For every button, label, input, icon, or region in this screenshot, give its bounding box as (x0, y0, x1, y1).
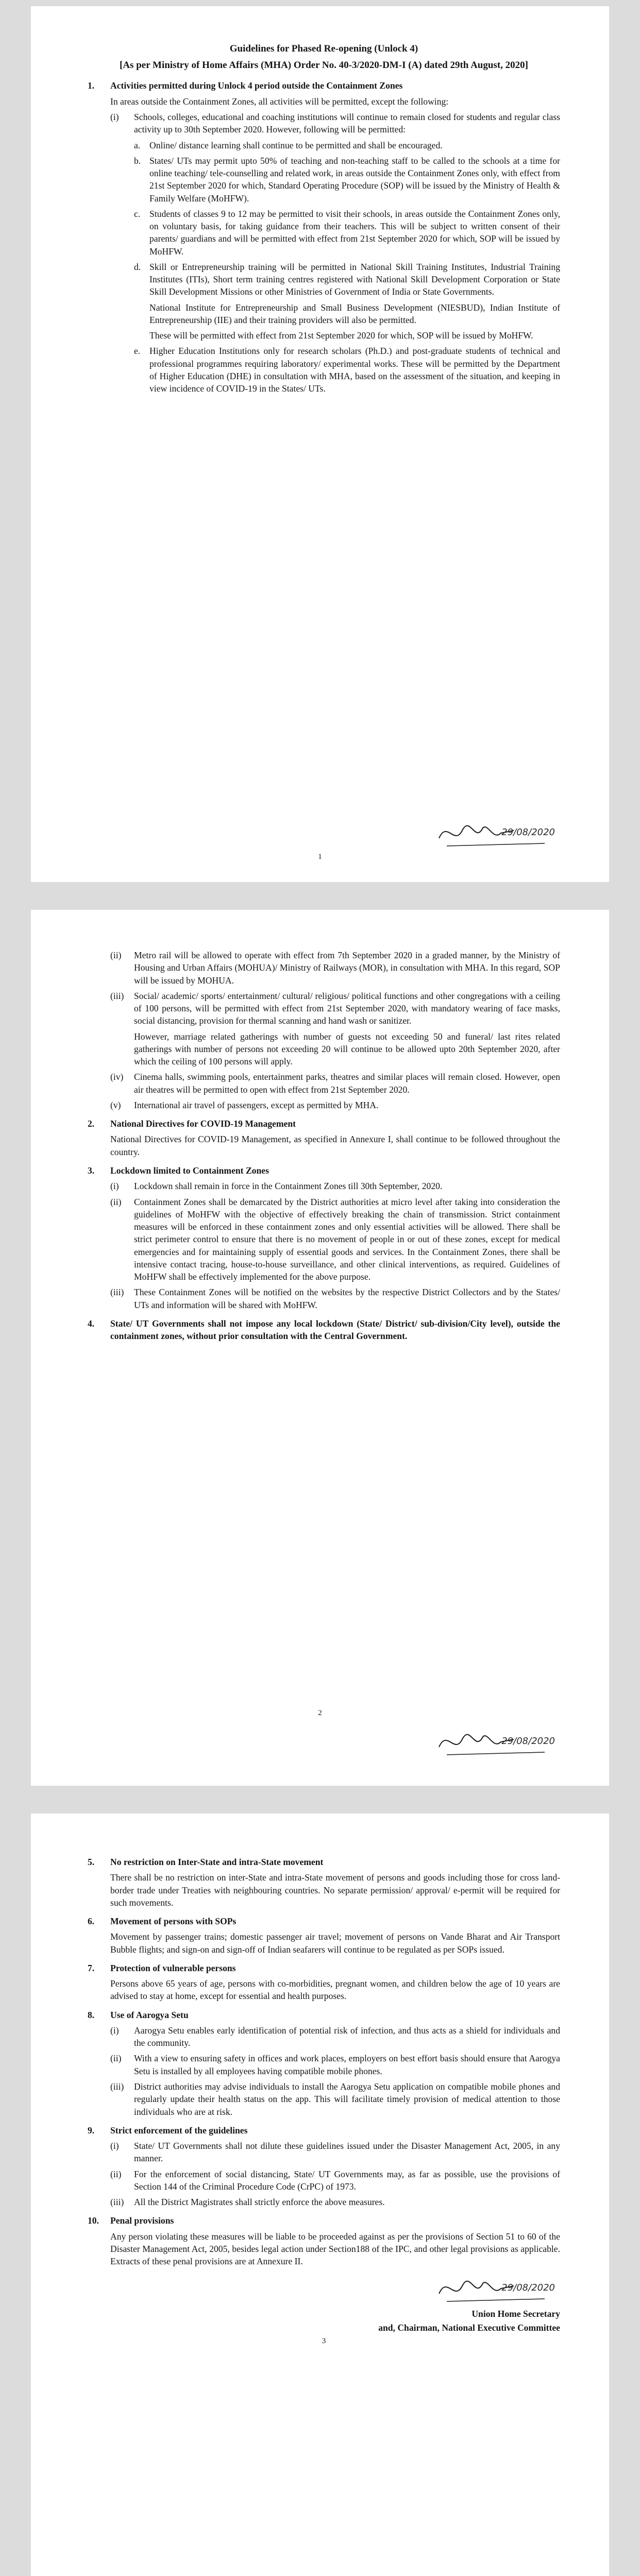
clause-1-v: (v) International air travel of passengers, except as permitted by MHA. (110, 1099, 379, 1110)
signature-block (88, 2270, 560, 2307)
signatory-title: Union Home Secretary (471, 2309, 560, 2319)
clause-3-iii: (iii) These Containment Zones will be notified on the websites by the respective District Collectors and by the States/ UTs and information will be shared with MoHFW. (110, 1287, 560, 1310)
section-1-heading: 1. Activities permitted during Unlock 4 period outside the Containment Zones (88, 80, 403, 91)
clause-1-i-d-para-3: These will be permitted with effect from 21st September 2020 for which, SOP will be issued by MoHFW. (149, 330, 533, 341)
signature (436, 2270, 555, 2307)
clause-1-i-c: c. Students of classes 9 to 12 may be permitted to visit their schools, in areas outside the Containment Zones only, on voluntary basis, for taking guidance from their teachers. This will be subject to written consent of their parents/ guardians and will be permitted with effect from 21st September 2020 for which, SOP will be issued by MoHFW. (134, 208, 560, 257)
clause-8-ii: (ii) With a view to ensuring safety in offices and work places, employers on best effort basis should ensure that Aarogya Setu is installed by all employees having compatible mobile phones. (110, 2053, 560, 2076)
section-3-heading: 3. Lockdown limited to Containment Zones (88, 1165, 269, 1176)
document-page-1 (31, 6, 609, 882)
section-10-heading: 10. Penal provisions (88, 2215, 174, 2226)
section-6-heading: 6. Movement of persons with SOPs (88, 1916, 237, 1927)
signature (436, 1724, 555, 1760)
section-10-text: Any person violating these measures will be liable to be proceeded against as per the provisions of Section 51 to 60 of the Disaster Management Act, 2005, besides legal action under Section188 of the IPC, and other legal provisions as applicable. Extracts of these penal provisions are at Annexure II. (110, 2231, 560, 2267)
section-4-heading: 4. State/ UT Governments shall not impose any local lockdown (State/ District/ sub-division/City level), outside the containment zones, without prior consultation with the Central Government. (88, 1318, 560, 1342)
section-7-heading: 7. Protection of vulnerable persons (88, 1962, 236, 1973)
clause-8-iii: (iii) District authorities may advise individuals to install the Aarogya Setu application on compatible mobile phones and regularly update their health status on the app. This will facilitate timely provision of medical attention to those individuals who are at risk. (110, 2081, 560, 2117)
document-subtitle: [As per Ministry of Home Affairs (MHA) Order No. 40-3/2020-DM-I (A) dated 29th August, 2020] (120, 60, 528, 71)
document-page-2 (31, 910, 609, 1786)
signature-date: 29/08/2020 (501, 1736, 555, 1747)
signature-date: 29/08/2020 (501, 2282, 555, 2294)
clause-9-i: (i) State/ UT Governments shall not dilute these guidelines issued under the Disaster Management Act, 2005, in any manner. (110, 2141, 560, 2164)
clause-1-iv: (iv) Cinema halls, swimming pools, entertainment parks, theatres and similar places will remain closed. However, open air theatres will be permitted to open with effect from 21st September 2020. (110, 1072, 560, 1095)
document-page-3 (31, 1814, 609, 2576)
clause-1-iii-para-2: However, marriage related gatherings with number of guests not exceeding 50 and funeral/ last rites related gatherings with number of persons not exceeding 20 will continue to be allowed upto 20th September 2020, after which the ceiling of 100 persons will apply. (134, 1031, 560, 1067)
clause-9-iii: (iii) All the District Magistrates shall strictly enforce the above measures. (110, 2197, 385, 2208)
clause-1-i: (i) Schools, colleges, educational and coaching institutions will continue to remain closed for students and regular class activity up to 30th September 2020. However, following will be permitted: (110, 111, 560, 135)
clause-1-i-b: b. States/ UTs may permit upto 50% of teaching and non-teaching staff to be called to the schools at a time for online teaching/ tele-counselling and related work, in areas outside the Containment Zones only, with effect from 21st September 2020 for which, Standard Operating Procedure (SOP) will be issued by the Ministry of Health & Family Welfare (MoHFW). (134, 155, 560, 204)
page-number: 3 (322, 2336, 326, 2345)
signature-date: 29/08/2020 (501, 827, 555, 838)
page-number: 2 (318, 1709, 322, 1718)
clause-1-i-d-para-2: National Institute for Entrepreneurship and Small Business Development (NIESBUD), Indian Institute of Entrepreneurship (IIE) and their training providers will also be permitted. (149, 302, 560, 325)
section-9-heading: 9. Strict enforcement of the guidelines (88, 2125, 248, 2136)
section-7-text: Persons above 65 years of age, persons with co-morbidities, pregnant women, and children below the age of 10 years are advised to stay at home, except for essential and health purposes. (110, 1978, 560, 2002)
section-1-intro: In areas outside the Containment Zones, all activities will be permitted, except the following: (110, 96, 449, 107)
clause-3-ii: (ii) Containment Zones shall be demarcated by the District authorities at micro level after taking into consideration the guidelines of MoHFW with the objective of effectively breaking the chain of transmission. Strict containment measures will be enforced in these containment zones and only essential activities will be allowed. There shall be strict perimeter control to ensure that there is no movement of people in or out of these zones, except for medical emergencies and for maintaining supply of essential goods and services. In the Containment Zones, there shall be intensive contact tracing, house-to-house surveillance, and other clinical interventions, as required. Guidelines of MoHFW shall be effectively implemented for the above purpose. (110, 1196, 560, 1282)
clause-9-ii: (ii) For the enforcement of social distancing, State/ UT Governments may, as far as possible, use the provisions of Section 144 of the Criminal Procedure Code (CrPC) of 1973. (110, 2168, 560, 2192)
section-6-text: Movement by passenger trains; domestic passenger air travel; movement of persons on Vande Bharat and Air Transport Bubble flights; and sign-on and sign-off of Indian seafarers will continue to be regulated as per SOPs issued. (110, 1931, 560, 1955)
document-title: Guidelines for Phased Re-opening (Unlock 4) (229, 43, 418, 54)
clause-1-iii: (iii) Social/ academic/ sports/ entertainment/ cultural/ religious/ political functions and other congregations with a ceiling of 100 persons, will be permitted with effect from 21st September 2020, with mandatory wearing of face masks, social distancing, provision for thermal scanning and hand wash or sanitizer. (110, 990, 560, 1026)
signature (436, 815, 555, 851)
clause-1-ii: (ii) Metro rail will be allowed to operate with effect from 7th September 2020 in a graded manner, by the Ministry of Housing and Urban Affairs (MOHUA)/ Ministry of Railways (MOR), in consultation with MHA. In this regard, SOP will be issued by MOHUA. (110, 950, 560, 986)
signatory-designation: and, Chairman, National Executive Committee (378, 2322, 560, 2333)
section-5-text: There shall be no restriction on inter-State and intra-State movement of persons and goods including those for cross land-border trade under Treaties with neighbouring countries. No separate permission/ approval/ e-permit will be required for such movements. (110, 1872, 560, 1908)
clause-1-i-d: d. Skill or Entrepreneurship training will be permitted in National Skill Training Institutes, Industrial Training Institutes (ITIs), Short term training centres registered with National Skill Development Corporation or State Skill Development Missions or other Ministries of Government of India or State Governments. (134, 261, 560, 297)
section-8-heading: 8. Use of Aarogya Setu (88, 2009, 189, 2020)
clause-1-i-e: e. Higher Education Institutions only for research scholars (Ph.D.) and post-graduate students of technical and professional programmes requiring laboratory/ experimental works. These will be permitted by the Department of Higher Education (DHE) in consultation with MHA, based on the assessment of the situation, and keeping in view incidence of COVID-19 in the States/ UTs. (134, 346, 560, 394)
page-number: 1 (318, 853, 322, 861)
clause-3-i: (i) Lockdown shall remain in force in the Containment Zones till 30th September, 2020. (110, 1181, 443, 1192)
section-2-heading: 2. National Directives for COVID-19 Management (88, 1118, 296, 1129)
clause-1-i-a: a. Online/ distance learning shall continue to be permitted and shall be encouraged. (134, 140, 443, 150)
section-5-heading: 5. No restriction on Inter-State and intra-State movement (88, 1857, 324, 1867)
clause-8-i: (i) Aarogya Setu enables early identification of potential risk of infection, and thus acts as a shield for individuals and the community. (110, 2025, 560, 2048)
section-2-text: National Directives for COVID-19 Management, as specified in Annexure I, shall continue to be followed throughout the country. (110, 1134, 560, 1157)
